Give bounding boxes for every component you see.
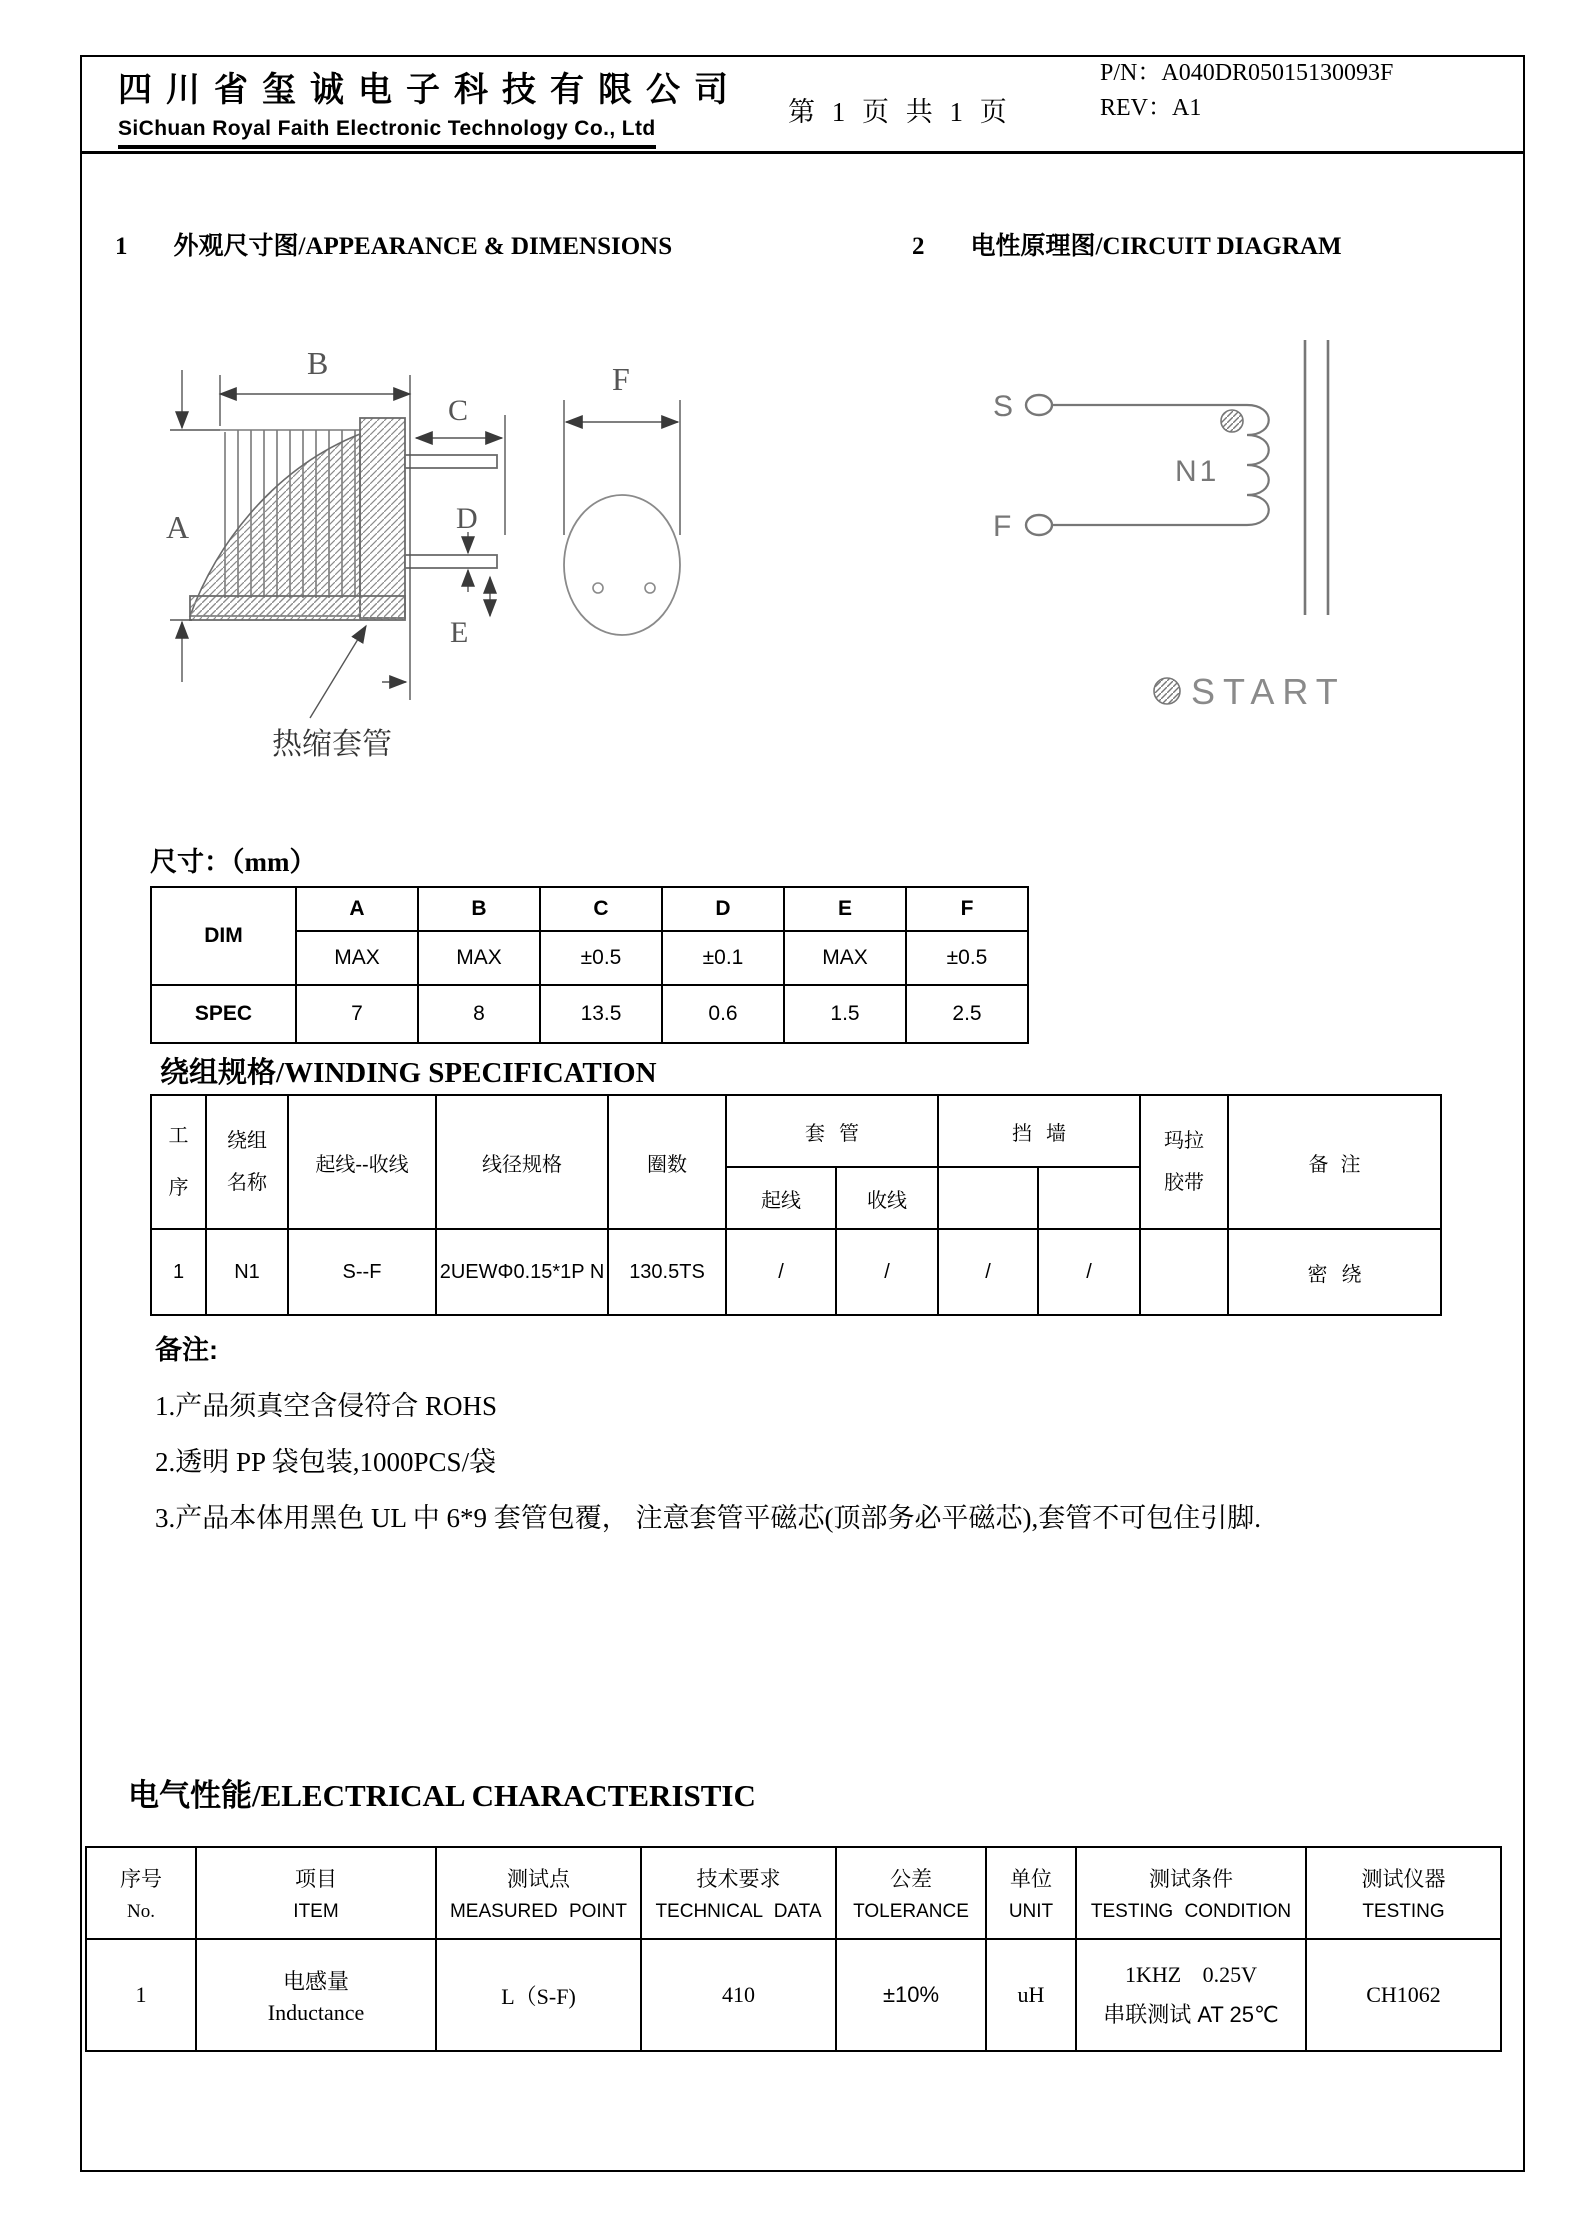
eh-no-en: No. (127, 1901, 155, 1922)
pn-label: P/N： (1100, 60, 1162, 86)
section-1-title: 外观尺寸图/APPEARANCE & DIMENSIONS (173, 233, 673, 260)
start-legend-dot-icon (1154, 678, 1180, 704)
col-winding-name (206, 1095, 288, 1229)
dim-col-e: E (784, 887, 906, 931)
revision-line (1100, 91, 1393, 126)
ed-item-en: Inductance (267, 1999, 365, 2025)
electrical-table (85, 1846, 1502, 2052)
dim-col-f: F (906, 887, 1028, 931)
terminal-f-node (1026, 515, 1052, 535)
winding-data-row (151, 1229, 1441, 1315)
ed-no: 1 (86, 1939, 196, 2051)
eh-point-cn: 测试点 (507, 1868, 570, 1891)
eh-unit-cn: 单位 (1010, 1868, 1052, 1891)
eh-tolerance (836, 1847, 986, 1939)
dim-b-label: B (307, 345, 329, 381)
col-process-top: 工 (168, 1125, 189, 1147)
pin-hole-right (645, 583, 655, 593)
col-tape-top: 玛拉 (1164, 1130, 1204, 1152)
note-line-2: 2.透明 PP 袋包装,1000PCS/袋 (155, 1447, 497, 1477)
cell-tape (1140, 1229, 1228, 1315)
col-name-top: 绕组 (227, 1130, 267, 1152)
upper-pin (405, 455, 497, 468)
front-view (564, 400, 680, 635)
col-sleeve-start: 起线 (726, 1167, 836, 1229)
terminal-s-label: S (993, 390, 1014, 423)
spec-b: 8 (418, 985, 540, 1043)
ed-equipment: CH1062 (1306, 1939, 1501, 2051)
eh-condition (1076, 1847, 1306, 1939)
col-tape (1140, 1095, 1228, 1229)
eh-data-cn: 技术要求 (696, 1868, 781, 1891)
winding-n1-label: N1 (1175, 455, 1220, 488)
col-wall-1 (938, 1167, 1038, 1229)
appearance-dimensions-drawing (160, 330, 740, 770)
spec-f: 2.5 (906, 985, 1028, 1043)
dim-row-header: DIM (151, 887, 296, 985)
section-1-number: 1 (115, 233, 128, 260)
rev-label: REV： (1100, 95, 1172, 121)
section-2-number: 2 (912, 233, 925, 260)
col-wire-spec: 线径规格 (436, 1095, 608, 1229)
lower-pin (405, 555, 497, 568)
eh-item-en: ITEM (293, 1901, 339, 1922)
dim-c-label: C (448, 394, 469, 427)
spec-d: 0.6 (662, 985, 784, 1043)
ed-item (196, 1939, 436, 2051)
eh-item (196, 1847, 436, 1939)
dimension-table (150, 886, 1029, 1044)
electrical-title (128, 1770, 756, 1815)
pn-value: A040DR05015130093F (1161, 60, 1394, 86)
ed-data: 410 (641, 1939, 836, 2051)
electrical-data-row (86, 1939, 1501, 2051)
cell-wire-spec: 2UEWΦ0.15*1P N (436, 1229, 608, 1315)
col-wall-group: 挡墙 (938, 1095, 1140, 1167)
notes-block (155, 1328, 1261, 1552)
eh-equipment-en: TESTING (1362, 1901, 1445, 1922)
dim-e-label: E (450, 616, 469, 649)
company-name-cn: 四川省玺诚电子科技有限公司 (118, 71, 742, 109)
col-sleeve-end: 收线 (836, 1167, 938, 1229)
inductor-coil (1247, 405, 1269, 525)
col-process (151, 1095, 206, 1229)
cell-sleeve-start: / (726, 1229, 836, 1315)
dim-f-label: F (612, 361, 630, 397)
bottom-band-shape (190, 596, 405, 620)
eh-equipment-cn: 测试仪器 (1361, 1868, 1446, 1891)
pin-hole-left (593, 583, 603, 593)
eh-no (86, 1847, 196, 1939)
part-number-block (1100, 56, 1393, 126)
dim-a-label: A (166, 509, 190, 545)
tol-d: ±0.1 (662, 931, 784, 985)
cell-start-end: S--F (288, 1229, 436, 1315)
cell-process: 1 (151, 1229, 206, 1315)
size-label-cn: 尺寸： (150, 847, 231, 877)
dim-col-b: B (418, 887, 540, 931)
col-turns: 圈数 (608, 1095, 726, 1229)
ed-condition-line1: 1KHZ 0.25V (1124, 1961, 1258, 1987)
ed-condition (1076, 1939, 1306, 2051)
company-name-en: SiChuan Royal Faith Electronic Technology Co., Ltd (118, 117, 656, 149)
eh-equipment (1306, 1847, 1501, 1939)
flange-shape (360, 418, 405, 618)
cell-sleeve-end: / (836, 1229, 938, 1315)
eh-condition-cn: 测试条件 (1149, 1868, 1233, 1891)
sleeve-label: 热缩套管 (272, 728, 392, 761)
circuit-diagram (975, 285, 1515, 735)
section-1-heading (115, 226, 672, 262)
col-wall-2 (1038, 1167, 1140, 1229)
section-2-title: 电性原理图/CIRCUIT DIAGRAM (970, 233, 1342, 260)
tol-b: MAX (418, 931, 540, 985)
col-remark: 备注 (1228, 1095, 1441, 1229)
tol-e: MAX (784, 931, 906, 985)
winding-title-en: /WINDING SPECIFICATION (276, 1057, 657, 1089)
eh-point-en: MEASURED POINT (449, 1901, 628, 1922)
eh-unit-en: UNIT (1008, 1901, 1054, 1922)
cell-wall-2: / (1038, 1229, 1140, 1315)
sleeve-leader-line (310, 626, 366, 718)
rev-value: A1 (1172, 95, 1202, 121)
col-process-bottom: 序 (168, 1177, 189, 1199)
col-start-end: 起线--收线 (288, 1095, 436, 1229)
terminal-f-label: F (993, 510, 1012, 543)
section-2-heading (912, 226, 1342, 262)
tol-f: ±0.5 (906, 931, 1028, 985)
ed-unit: uH (986, 1939, 1076, 2051)
ed-tolerance: ±10% (836, 1939, 986, 2051)
spec-c: 13.5 (540, 985, 662, 1043)
ed-condition-line2: 串联测试 AT 25℃ (1103, 2001, 1279, 2027)
notes-title: 备注: (155, 1335, 218, 1365)
note-line-1: 1.产品须真空含侵符合 ROHS (155, 1391, 498, 1421)
dim-spec-row (151, 985, 1028, 1043)
tol-a: MAX (296, 931, 418, 985)
eh-condition-en: TESTING CONDITION (1090, 1901, 1292, 1922)
sleeve-wedge-shape (190, 434, 360, 616)
dim-col-a: A (296, 887, 418, 931)
dim-col-c: C (540, 887, 662, 931)
col-name-bottom: 名称 (227, 1172, 267, 1194)
page-number-info: 第 1 页 共 1 页 (788, 97, 1012, 127)
eh-item-cn: 项目 (295, 1868, 337, 1891)
spec-row-header: SPEC (151, 985, 296, 1043)
electrical-header-row (86, 1847, 1501, 1939)
cell-remark: 密绕 (1228, 1229, 1441, 1315)
tol-c: ±0.5 (540, 931, 662, 985)
dim-header-row (151, 887, 1028, 931)
size-label-unit: （mm） (231, 847, 317, 877)
eh-point (436, 1847, 641, 1939)
ed-item-cn: 电感量 (282, 1968, 349, 1994)
eh-no-cn: 序号 (120, 1868, 162, 1891)
col-tape-bottom: 胶带 (1164, 1172, 1204, 1194)
terminal-s-node (1026, 395, 1052, 415)
cell-turns: 130.5TS (608, 1229, 726, 1315)
cell-wall-1: / (938, 1229, 1038, 1315)
eh-unit (986, 1847, 1076, 1939)
eh-tolerance-en: TOLERANCE (853, 1901, 969, 1922)
winding-header-row-1 (151, 1095, 1441, 1167)
header-divider (80, 151, 1523, 154)
col-sleeve-group: 套管 (726, 1095, 938, 1167)
spec-a: 7 (296, 985, 418, 1043)
electrical-title-en: /ELECTRICAL CHARACTERISTIC (252, 1778, 756, 1813)
start-legend-label: START (1191, 671, 1346, 712)
ed-point: L（S-F) (436, 1939, 641, 2051)
winding-spec-table (150, 1094, 1442, 1316)
start-dot-icon (1221, 410, 1243, 432)
spec-e: 1.5 (784, 985, 906, 1043)
size-label (150, 840, 316, 879)
electrical-title-cn: 电气性能 (128, 1778, 252, 1813)
note-line-3: 3.产品本体用黑色 UL 中 6*9 套管包覆， 注意套管平磁芯(顶部务必平磁芯),套管不可包住引脚. (155, 1503, 1261, 1533)
winding-spec-title (160, 1050, 657, 1091)
dim-col-d: D (662, 887, 784, 931)
cell-name: N1 (206, 1229, 288, 1315)
part-number-line (1100, 56, 1393, 91)
eh-data (641, 1847, 836, 1939)
dim-d-label: D (456, 502, 478, 535)
winding-title-cn: 绕组规格 (160, 1057, 277, 1089)
eh-data-en: TECHNICAL DATA (655, 1901, 822, 1922)
eh-tolerance-cn: 公差 (890, 1868, 932, 1891)
